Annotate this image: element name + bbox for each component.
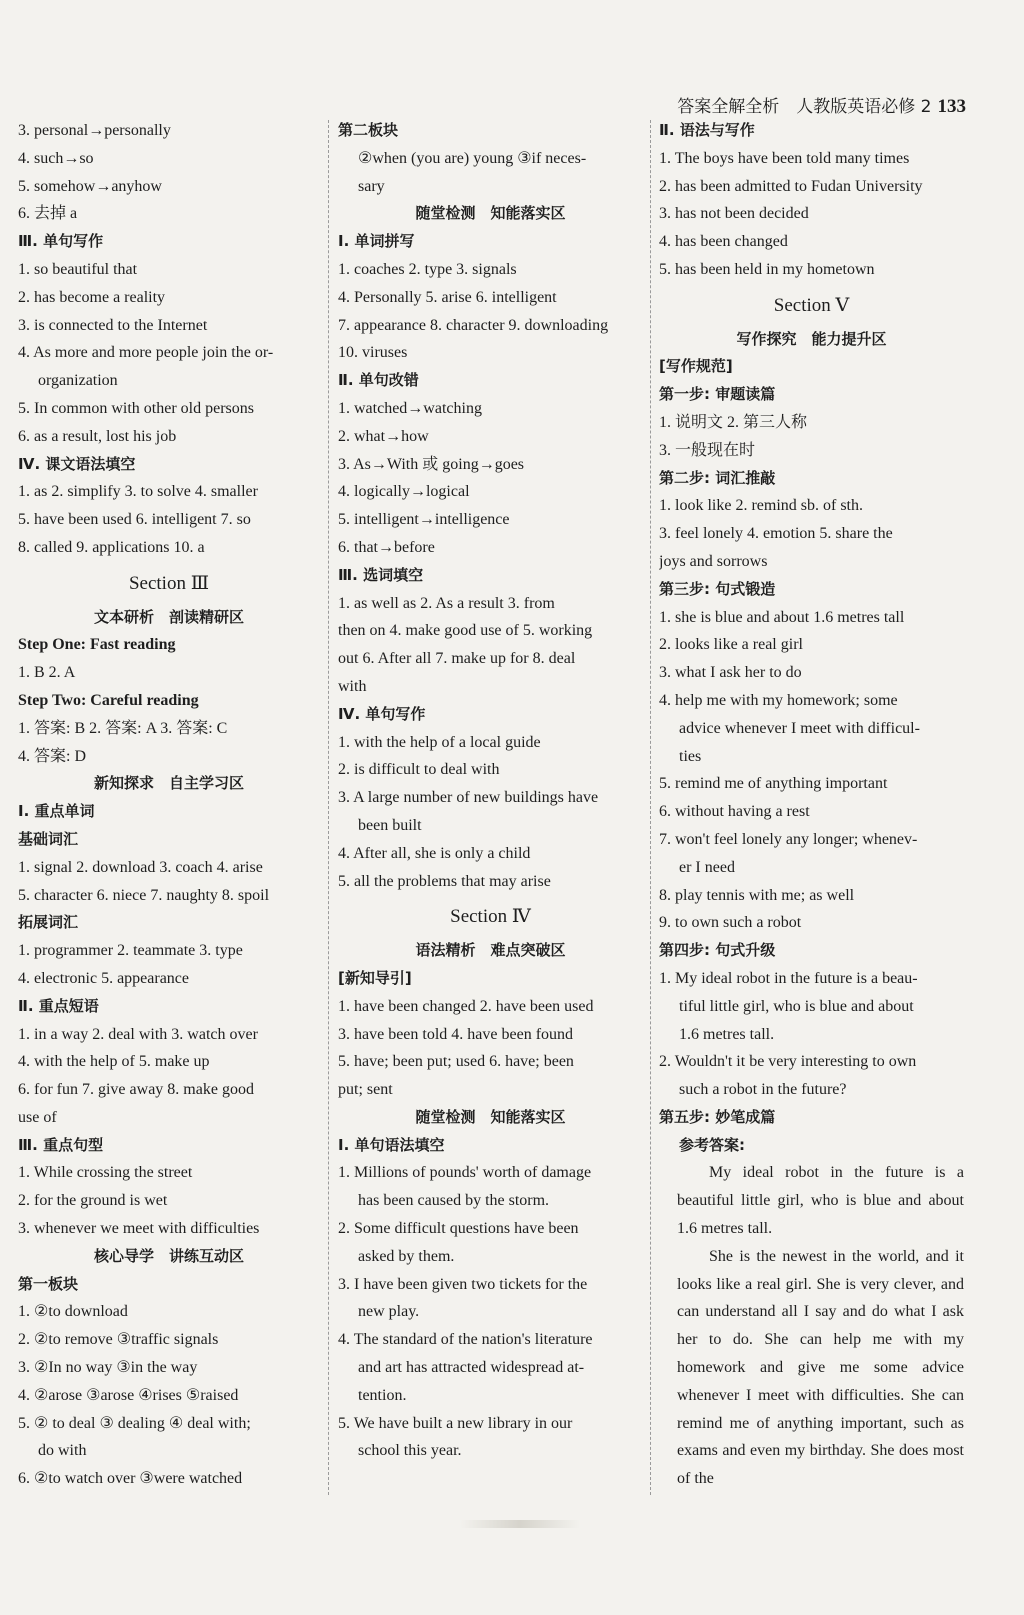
section-heading: Ⅱ. 单句改错 bbox=[338, 371, 419, 390]
section-heading: Step Two: Careful reading bbox=[18, 691, 199, 709]
answer-line: 1. My ideal robot in the future is a beau- bbox=[659, 969, 918, 987]
answer-line: 6. 去掉 a bbox=[18, 205, 78, 223]
answer-line: and art has attracted widespread at- bbox=[358, 1359, 585, 1377]
section-heading: 第三步: 句式锻造 bbox=[659, 579, 776, 598]
answer-line: tiful little girl, who is blue and about bbox=[679, 997, 914, 1015]
answer-line: ties bbox=[679, 747, 702, 765]
answer-line: has been caused by the storm. bbox=[358, 1192, 550, 1210]
answer-line: put; sent bbox=[338, 1081, 393, 1099]
page-number: 133 bbox=[937, 96, 966, 117]
section-heading: 第五步: 妙笔成篇 bbox=[659, 1107, 776, 1126]
answer-line: 1. watched→watching bbox=[338, 399, 482, 417]
answer-line: 1. as 2. simplify 3. to solve 4. smaller bbox=[18, 483, 258, 501]
section-heading: Ⅱ. 语法与写作 bbox=[659, 121, 755, 139]
section-heading: [新知导引] bbox=[338, 968, 412, 987]
answer-line: 1. she is blue and about 1.6 metres tall bbox=[659, 608, 905, 626]
zone-title: 随堂检测 知能落实区 bbox=[415, 204, 566, 223]
answer-line: 4. with the help of 5. make up bbox=[18, 1053, 210, 1071]
answer-line: tention. bbox=[358, 1386, 407, 1404]
answer-line: 3. what I ask her to do bbox=[659, 664, 802, 682]
answer-line: 1. 答案: B 2. 答案: A 3. 答案: C bbox=[18, 719, 228, 737]
answer-line: sary bbox=[358, 177, 385, 195]
section-heading: Step One: Fast reading bbox=[18, 636, 176, 654]
section-heading: Ⅲ. 选词填空 bbox=[338, 565, 424, 584]
answer-line: 6. as a result, lost his job bbox=[18, 427, 177, 445]
page-header bbox=[677, 92, 966, 118]
zone-title: 语法精析 难点突破区 bbox=[415, 941, 566, 960]
answer-line: 9. to own such a robot bbox=[659, 914, 802, 932]
section-heading: 基础词汇 bbox=[18, 829, 79, 848]
zone-title: 新知探求 自主学习区 bbox=[93, 774, 244, 793]
answer-line: 4. has been changed bbox=[659, 233, 788, 251]
answer-line: ②when (you are) young ③if neces- bbox=[358, 149, 587, 167]
answer-line: 3. ②In no way ③in the way bbox=[18, 1359, 198, 1377]
answer-line: 5. somehow→anyhow bbox=[18, 177, 162, 195]
answer-column-3 bbox=[659, 117, 964, 1493]
answer-line: 1. While crossing the street bbox=[18, 1164, 193, 1182]
answer-line: 5. has been held in my hometown bbox=[659, 260, 875, 278]
section-heading: Ⅰ. 单句语法填空 bbox=[338, 1135, 445, 1154]
answer-line: 4. After all, she is only a child bbox=[338, 844, 531, 862]
answer-line: 3. I have been given two tickets for the bbox=[338, 1275, 588, 1293]
answer-line: 2. ②to remove ③traffic signals bbox=[18, 1331, 219, 1349]
answer-line: 1. B 2. A bbox=[18, 664, 76, 682]
section-heading: Ⅰ. 单词拼写 bbox=[338, 232, 415, 251]
answer-line: 3. is connected to the Internet bbox=[18, 316, 208, 334]
answer-line: 1. look like 2. remind sb. of sth. bbox=[659, 497, 863, 515]
section-heading: Ⅳ. 课文语法填空 bbox=[18, 454, 136, 473]
answer-line: 2. has become a reality bbox=[18, 288, 166, 306]
answer-line: 1. The boys have been told many times bbox=[659, 149, 910, 167]
answer-line: 4. As more and more people join the or- bbox=[18, 344, 274, 362]
column-divider-left bbox=[328, 120, 329, 1495]
bottom-smudge bbox=[460, 1520, 580, 1528]
answer-line: 4. help me with my homework; some bbox=[659, 691, 898, 709]
answer-line: 1. programmer 2. teammate 3. type bbox=[18, 942, 243, 960]
answer-line: use of bbox=[18, 1108, 57, 1126]
answer-line: out 6. After all 7. make up for 8. deal bbox=[338, 650, 576, 668]
answer-line: 1. have been changed 2. have been used bbox=[338, 997, 594, 1015]
section-heading: 第一板块 bbox=[18, 1274, 79, 1293]
answer-line: then on 4. make good use of 5. working bbox=[338, 622, 593, 640]
answer-line: 8. play tennis with me; as well bbox=[659, 886, 855, 904]
section-heading: 第四步: 句式升级 bbox=[659, 941, 776, 960]
answer-line: 3. personal→personally bbox=[18, 122, 171, 139]
answer-line: 5. have been used 6. intelligent 7. so bbox=[18, 511, 251, 529]
zone-title: 文本研析 剖读精研区 bbox=[93, 607, 244, 626]
answer-line: 5. all the problems that may arise bbox=[338, 872, 551, 890]
answer-line: school this year. bbox=[358, 1442, 462, 1460]
zone-title: 随堂检测 知能落实区 bbox=[415, 1107, 566, 1126]
answer-line: 1. with the help of a local guide bbox=[338, 733, 541, 751]
section-heading: Ⅰ. 重点单词 bbox=[18, 802, 95, 821]
section-heading: Ⅲ. 单句写作 bbox=[18, 232, 104, 251]
answer-line: new play. bbox=[358, 1303, 420, 1321]
zone-title: 写作探究 能力提升区 bbox=[736, 329, 887, 348]
answer-line: 3. A large number of new buildings have bbox=[338, 789, 599, 807]
section-heading: Ⅱ. 重点短语 bbox=[18, 996, 99, 1015]
answer-line: 1. so beautiful that bbox=[18, 260, 138, 278]
answer-line: 10. viruses bbox=[338, 344, 408, 362]
answer-line: 4. electronic 5. appearance bbox=[18, 969, 190, 987]
answer-line: joys and sorrows bbox=[659, 552, 768, 570]
answer-line: asked by them. bbox=[358, 1247, 455, 1265]
answer-line: 4. The standard of the nation's literature bbox=[338, 1331, 593, 1349]
answer-line: 5. We have built a new library in our bbox=[338, 1414, 573, 1432]
answer-line: 4. Personally 5. arise 6. intelligent bbox=[338, 288, 557, 306]
section-heading: Ⅲ. 重点句型 bbox=[18, 1135, 104, 1154]
answer-line: 7. won't feel lonely any longer; whenev- bbox=[659, 830, 918, 848]
section-heading: 拓展词汇 bbox=[18, 913, 79, 932]
answer-line: 6. ②to watch over ③were watched bbox=[18, 1470, 243, 1488]
answer-line: 3. 一般现在时 bbox=[659, 441, 756, 459]
answer-line: 1. coaches 2. type 3. signals bbox=[338, 260, 517, 278]
answer-line: 1. Millions of pounds' worth of damage bbox=[338, 1164, 592, 1182]
answer-line: 3. have been told 4. have been found bbox=[338, 1025, 574, 1043]
answer-line: been built bbox=[358, 816, 422, 834]
answer-line: 5. character 6. niece 7. naughty 8. spoil bbox=[18, 886, 270, 904]
answer-line: 7. appearance 8. character 9. downloading bbox=[338, 316, 609, 334]
answer-line: 1. signal 2. download 3. coach 4. arise bbox=[18, 858, 263, 876]
section-title: Section Ⅲ bbox=[128, 572, 210, 594]
section-heading: 第二板块 bbox=[338, 121, 399, 139]
section-heading: 第二步: 词汇推敲 bbox=[659, 468, 776, 487]
answer-line: 5. ② to deal ③ dealing ④ deal with; bbox=[18, 1414, 251, 1432]
section-title: Section Ⅴ bbox=[773, 294, 850, 316]
answer-line: 3. has not been decided bbox=[659, 205, 809, 223]
answer-line: 3. feel lonely 4. emotion 5. share the bbox=[659, 525, 893, 543]
header-title: 答案全解全析 人教版英语必修 2 bbox=[677, 97, 932, 117]
answer-line: with bbox=[338, 677, 367, 695]
section-heading: 第一步: 审题读篇 bbox=[659, 385, 776, 404]
answer-label: 参考答案: bbox=[679, 1135, 745, 1154]
answer-line: 1. ②to download bbox=[18, 1303, 128, 1321]
answer-line: 6. that→before bbox=[338, 538, 435, 556]
answer-line: such a robot in the future? bbox=[679, 1081, 847, 1099]
answer-line: 6. for fun 7. give away 8. make good bbox=[18, 1081, 254, 1099]
answer-line: 2. looks like a real girl bbox=[659, 636, 803, 654]
answer-column-1 bbox=[18, 117, 320, 1493]
answer-line: 2. is difficult to deal with bbox=[338, 761, 500, 779]
answer-line: 3. As→With 或 going→goes bbox=[338, 455, 525, 473]
answer-line: 4. such→so bbox=[18, 149, 94, 167]
answer-line: 2. what→how bbox=[338, 427, 429, 445]
answer-line: organization bbox=[38, 372, 118, 390]
answer-line: 5. In common with other old persons bbox=[18, 399, 254, 417]
answer-line: 4. logically→logical bbox=[338, 483, 470, 501]
answer-line: 1. 说明文 2. 第三人称 bbox=[659, 413, 808, 431]
answer-line: 1. as well as 2. As a result 3. from bbox=[338, 594, 555, 612]
answer-line: 3. whenever we meet with difficulties bbox=[18, 1220, 260, 1238]
answer-line: 4. 答案: D bbox=[18, 747, 87, 765]
answer-line: advice whenever I meet with difficul- bbox=[679, 719, 920, 737]
zone-title: 核心导学 讲练互动区 bbox=[93, 1246, 244, 1265]
answer-line: 4. ②arose ③arose ④rises ⑤raised bbox=[18, 1386, 239, 1404]
answer-line: 5. have; been put; used 6. have; been bbox=[338, 1053, 574, 1071]
answer-line: 1.6 metres tall. bbox=[679, 1025, 775, 1043]
answer-line: do with bbox=[38, 1442, 87, 1460]
answer-line: 8. called 9. applications 10. a bbox=[18, 538, 205, 556]
section-title: Section Ⅳ bbox=[450, 906, 531, 928]
answer-line: 2. Wouldn't it be very interesting to own bbox=[659, 1053, 917, 1071]
essay-paragraph: My ideal robot in the future is a beautiful little girl, who is blue and about 1.6 metres tall. bbox=[677, 1164, 964, 1238]
column-divider-right bbox=[650, 120, 651, 1495]
answer-line: 1. in a way 2. deal with 3. watch over bbox=[18, 1025, 258, 1043]
answer-line: er I need bbox=[679, 858, 735, 876]
answer-column-2 bbox=[338, 117, 643, 1465]
answer-line: 2. Some difficult questions have been bbox=[338, 1220, 579, 1238]
essay-paragraph: She is the newest in the world, and it looks like a real girl. She is very clever, and can understand all I say and do what I ask her to do. She can help me with my homework and give me some advice whenever I meet with difficulties. She can remind me of anything important, such as exams and even my birthday. She does most of the bbox=[677, 1247, 964, 1488]
answer-line: 5. intelligent→intelligence bbox=[338, 511, 510, 529]
section-heading: Ⅳ. 单句写作 bbox=[338, 704, 426, 723]
section-heading: [写作规范] bbox=[659, 357, 733, 376]
answer-line: 5. remind me of anything important bbox=[659, 775, 888, 793]
answer-line: 2. for the ground is wet bbox=[18, 1192, 168, 1210]
answer-line: 2. has been admitted to Fudan University bbox=[659, 177, 923, 195]
answer-line: 6. without having a rest bbox=[659, 803, 810, 821]
